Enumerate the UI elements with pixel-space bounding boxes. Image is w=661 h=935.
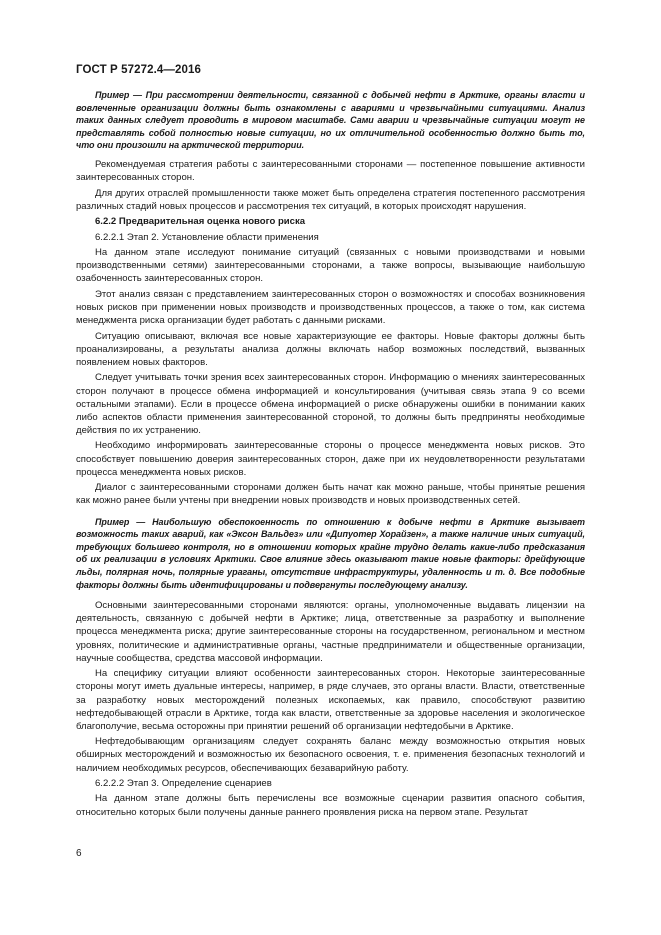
subsection-heading: 6.2.2.2 Этап 3. Определение сценариев — [95, 778, 272, 790]
body-paragraph: Ситуацию описывают, включая все новые характеризующие ее факторы. Новые факторы должны быть проанализированы, а результаты анализа должны включать набор возможных последствий, вызванных появлением новых факторов. — [76, 330, 585, 368]
example-paragraph: Пример — При рассмотрении деятельности, связанной с добычей нефти в Арктике, органы власти и вовлеченные организации должны быть ознакомлены с авариями и чрезвычайными ситуациями. Анализ таких данных следует проводить в мировом масштабе. Сами аварии и чрезвычайные ситуации могут не представлять собой полностью новые ситуации, но их отличительной особенностью должно быть то, что они произошли на арктической территории. — [76, 90, 585, 151]
body-paragraph: На данном этапе должны быть перечислены все возможные сценарии развития опасного события, относительно которых были получены данные раннего проявления риска на первом этапе. Результат — [76, 793, 585, 818]
body-paragraph: На данном этапе исследуют понимание ситуаций (связанных с новыми производствами и новыми производственными сетями) заинтересованными сторонами, а также вопросы, вызывающие наибольшую озабоченность заинтересованных сторон. — [76, 247, 585, 285]
document-body — [76, 89, 585, 819]
body-paragraph: Основными заинтересованными сторонами являются: органы, уполномоченные выдавать лицензии на деятельность, связанную с добычей нефти в Арктике; лица, ответственные за разработку и выполнение процесса менеджмента риска; другие заинтересованные стороны на государственном, региональном и местном уровнях, политические и административные органы, частные предприниматели и общественные организации, научные сообщества, средства массовой информации. — [76, 600, 585, 664]
example-paragraph: Пример — Наибольшую обеспокоенность по отношению к добыче нефти в Арктике вызывает возможность таких аварий, как «Эксон Вальдез» или «Дипуотер Хорайзен», а также наличие иных ситуаций, требующих большего контроля, но в отношении которых крайне трудно делать какие-либо предсказания об их реализации в условиях Арктики. Свое влияние здесь оказывают такие новые факторы: дрейфующие льды, полярная ночь, полярные ураганы, отсутствие инфраструктуры, удаленность и т. д. Все подобные факторы должны быть идентифицированы и подвергнуты последующему анализу. — [76, 516, 585, 590]
body-paragraph: На специфику ситуации влияют особенности заинтересованных сторон. Некоторые заинтересованные стороны могут иметь дуальные интересы, например, в ряде случаев, это органы власти. Власти, ответственные за разработку новых месторождений полезных ископаемых, как правило, способствуют развитию нефтедобывающей отрасли в Арктике, тогда как власти, ответственные за здоровье населения и экологическое благополучие, весьма осторожны при принятии решений об организации нефтедобычи в Арктике. — [76, 668, 585, 732]
body-paragraph: Необходимо информировать заинтересованные стороны о процессе менеджмента новых рисков. Это способствует повышению доверия заинтересованных сторон, даже при их неудовлетворенности результатами процесса менеджмента новых рисков. — [76, 440, 585, 478]
page-number: 6 — [76, 848, 82, 859]
body-paragraph: Следует учитывать точки зрения всех заинтересованных сторон. Информацию о мнениях заинтересованных сторон получают в процессе обмена информацией и консультирования (учитывая связь этапа 9 со всеми остальными этапами). Если в процессе обмена информацией о риске обнаружены ошибки в понимании каких либо аспектов области применения заинтересованной стороной, то должны быть предприняты необходимые действия по их устранению. — [76, 372, 585, 437]
document-header: ГОСТ Р 57272.4—2016 — [76, 64, 201, 76]
body-paragraph: Диалог с заинтересованными сторонами должен быть начат как можно раньше, чтобы принятые решения как можно ранее были учтены при внедрении новых производств и новых производственных сетей. — [76, 482, 585, 507]
body-paragraph: Рекомендуемая стратегия работы с заинтересованными сторонами — постепенное повышение активности заинтересованных сторон. — [76, 158, 585, 184]
body-paragraph: Этот анализ связан с представлением заинтересованных сторон о возможностях и способах возникновения новых рисков при применении новых производств и производственных процессов, а также о том, как система менеджмента риска организации будет работать с данными рисками. — [76, 288, 585, 327]
section-heading: 6.2.2 Предварительная оценка нового риска — [95, 216, 306, 228]
subsection-heading: 6.2.2.1 Этап 2. Установление области применения — [95, 231, 319, 243]
body-paragraph: Для других отраслей промышленности также может быть определена стратегия постепенного рассмотрения различных стадий новых процессов и рассмотрения тех ситуаций, в которых происходят нарушения. — [76, 187, 585, 212]
body-paragraph: Нефтедобывающим организациям следует сохранять баланс между возможностью открытия новых обширных месторождений и возможностью их безопасного освоения, т. е. применения безопасных технологий и наличием необходимых ресурсов, обеспечивающих безаварийную работу. — [76, 736, 585, 774]
